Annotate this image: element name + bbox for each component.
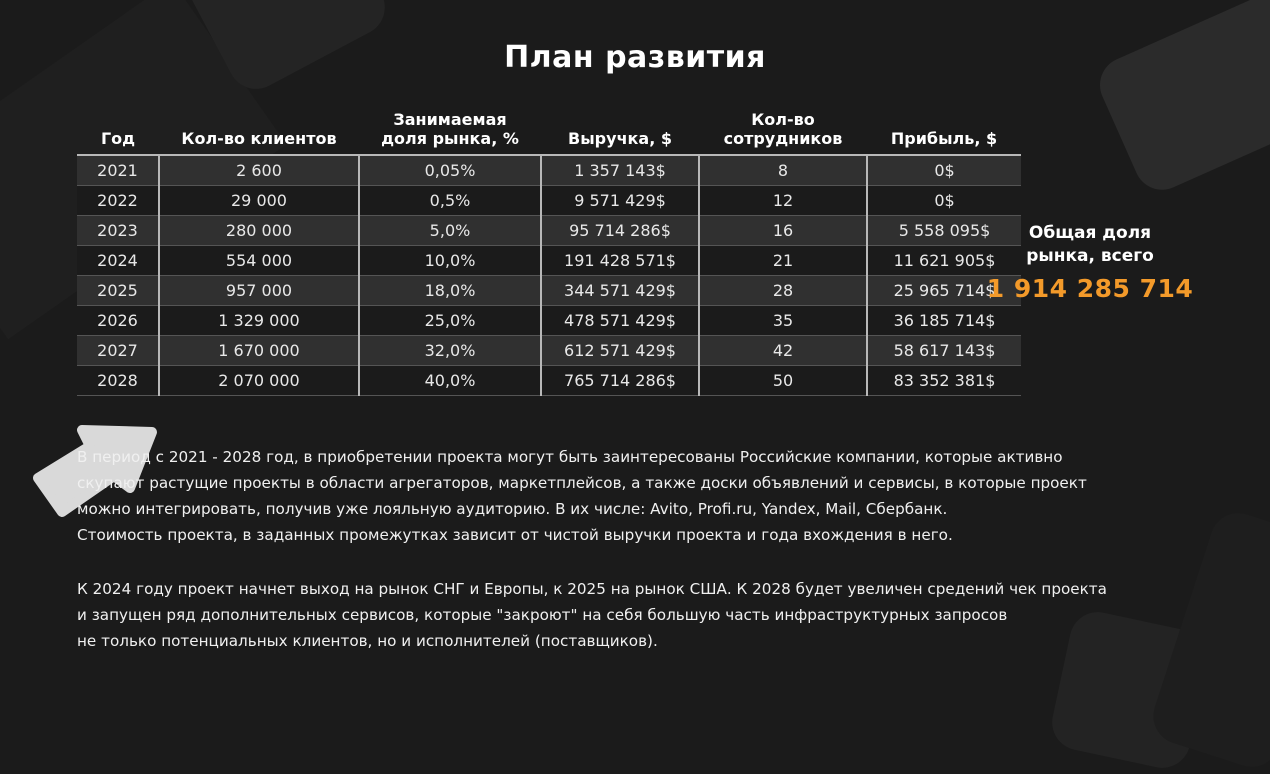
table-cell: 21 xyxy=(699,246,867,276)
table-cell: 0,05% xyxy=(359,155,541,186)
table-cell: 16 xyxy=(699,216,867,246)
table-cell: 28 xyxy=(699,276,867,306)
column-header: Занимаемая доля рынка, % xyxy=(381,110,519,148)
development-plan-table xyxy=(77,104,1021,396)
table-cell: 11 621 905$ xyxy=(867,246,1021,276)
table-cell: 765 714 286$ xyxy=(541,366,699,396)
table-cell: 58 617 143$ xyxy=(867,336,1021,366)
table-cell: 0$ xyxy=(867,186,1021,216)
table-cell: 554 000 xyxy=(159,246,359,276)
table-cell: 1 670 000 xyxy=(159,336,359,366)
table-cell: 2025 xyxy=(77,276,159,306)
table-row xyxy=(77,336,1021,366)
table-cell: 95 714 286$ xyxy=(541,216,699,246)
total-label: Общая доля рынка, всего xyxy=(1026,223,1154,266)
table-cell: 2028 xyxy=(77,366,159,396)
table-cell: 50 xyxy=(699,366,867,396)
paragraph-acquisition: В период с 2021 - 2028 год, в приобретении проекта могут быть заинтересованы Российские компании, которые активно скупают растущие проекты в области агрегаторов, маркетплейсов, а также доски объявлений и сервисы, в которые проект можно интегрировать, получив уже лояльную аудиторию. В их числе: Avito, Profi.ru, Yandex, Mail, Сбербанк. Стоимость проекта, в заданных промежутках зависит от чистой выручки проекта и года вхождения в него. xyxy=(77,448,1087,544)
table-cell: 40,0% xyxy=(359,366,541,396)
table-cell: 25,0% xyxy=(359,306,541,336)
table-cell: 2026 xyxy=(77,306,159,336)
table-cell: 478 571 429$ xyxy=(541,306,699,336)
table-cell: 8 xyxy=(699,155,867,186)
table-row xyxy=(77,246,1021,276)
table-cell: 29 000 xyxy=(159,186,359,216)
table-row xyxy=(77,366,1021,396)
column-header: Год xyxy=(100,129,136,148)
table-cell: 0$ xyxy=(867,155,1021,186)
table-cell: 9 571 429$ xyxy=(541,186,699,216)
table-cell: 2 600 xyxy=(159,155,359,186)
table-cell: 2 070 000 xyxy=(159,366,359,396)
table-cell: 12 xyxy=(699,186,867,216)
table-cell: 2022 xyxy=(77,186,159,216)
column-header: Кол-во сотрудников xyxy=(723,110,843,148)
table-cell: 280 000 xyxy=(159,216,359,246)
table-row xyxy=(77,155,1021,186)
page-title: План развития xyxy=(504,40,766,75)
table-cell: 2024 xyxy=(77,246,159,276)
table-cell: 10,0% xyxy=(359,246,541,276)
table-cell: 1 357 143$ xyxy=(541,155,699,186)
table-cell: 32,0% xyxy=(359,336,541,366)
column-header: Кол-во клиентов xyxy=(181,129,337,148)
table-cell: 1 329 000 xyxy=(159,306,359,336)
table-row xyxy=(77,276,1021,306)
table-cell: 36 185 714$ xyxy=(867,306,1021,336)
table-cell: 0,5% xyxy=(359,186,541,216)
total-market-share xyxy=(985,222,1195,303)
total-value: 1 914 285 714 xyxy=(986,274,1194,303)
table-cell: 612 571 429$ xyxy=(541,336,699,366)
table-cell: 2021 xyxy=(77,155,159,186)
table-cell: 18,0% xyxy=(359,276,541,306)
table-cell: 35 xyxy=(699,306,867,336)
table-cell: 344 571 429$ xyxy=(541,276,699,306)
table-row xyxy=(77,306,1021,336)
table-cell: 191 428 571$ xyxy=(541,246,699,276)
table-cell: 957 000 xyxy=(159,276,359,306)
table-cell: 5,0% xyxy=(359,216,541,246)
table-row xyxy=(77,186,1021,216)
table-header-row xyxy=(77,104,1021,155)
column-header: Выручка, $ xyxy=(568,129,672,148)
table-cell: 2023 xyxy=(77,216,159,246)
table-cell: 5 558 095$ xyxy=(867,216,1021,246)
background-shape xyxy=(1091,0,1270,199)
column-header: Прибыль, $ xyxy=(890,129,998,148)
table-cell: 42 xyxy=(699,336,867,366)
table-cell: 2027 xyxy=(77,336,159,366)
paragraph-expansion: К 2024 году проект начнет выход на рынок СНГ и Европы, к 2025 на рынок США. К 2028 будет увеличен средений чек проекта и запущен ряд дополнительных сервисов, которые "закроют" на себя большую часть инфраструктурных запросов не только потенциальных клиентов, но и исполнителей (поставщиков). xyxy=(77,580,1107,650)
table-cell: 83 352 381$ xyxy=(867,366,1021,396)
table-cell: 25 965 714$ xyxy=(867,276,1021,306)
table-row xyxy=(77,216,1021,246)
